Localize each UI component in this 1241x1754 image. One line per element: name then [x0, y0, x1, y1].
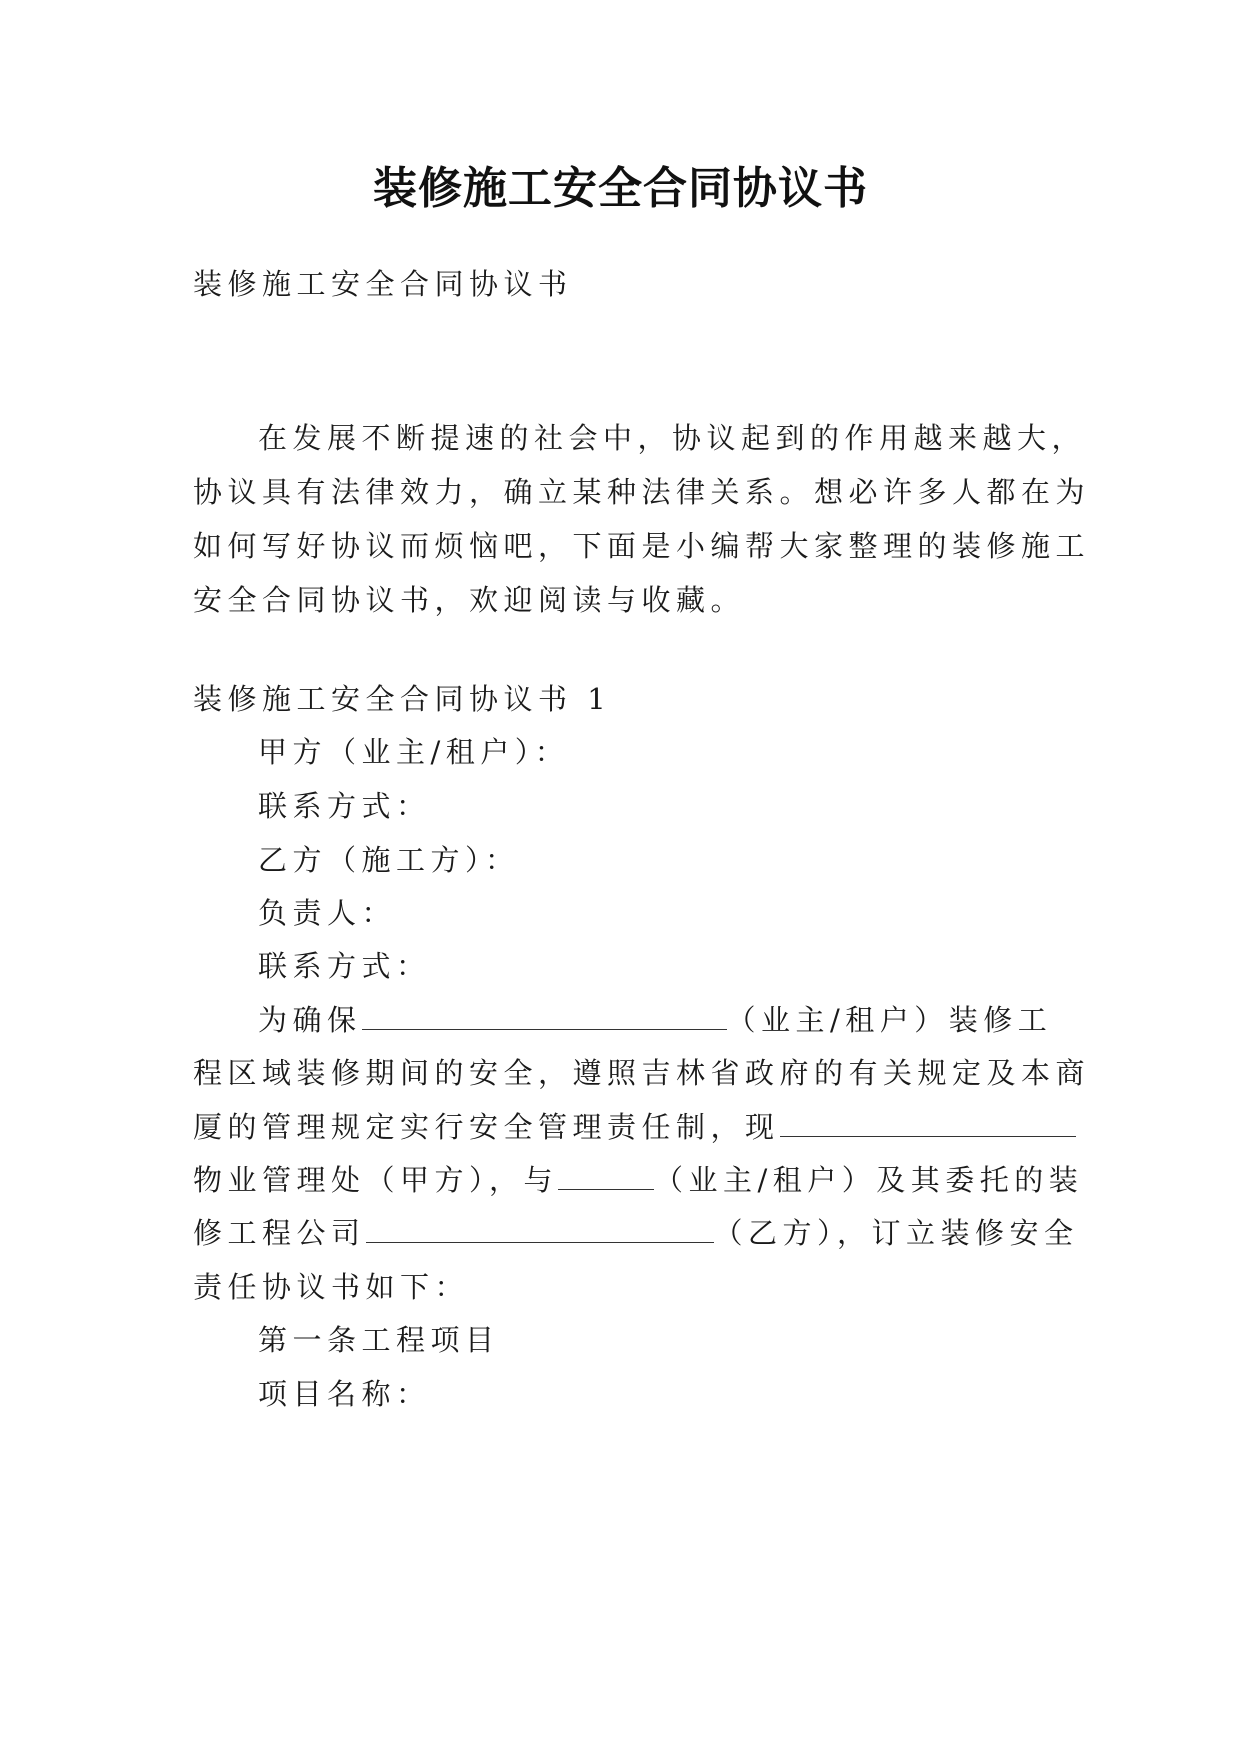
clause-line-3 — [193, 1107, 1076, 1147]
intro-line-3: 如何写好协议而烦恼吧，下面是小编帮大家整理的装修施工 — [193, 529, 1091, 563]
blank-underline — [362, 1001, 727, 1030]
clause-text: 为确保 — [258, 1003, 362, 1037]
clause-text: （业主/租户）装修工 — [726, 1003, 1053, 1037]
field-contact-b: 联系方式： — [258, 949, 431, 983]
clause-line-1 — [258, 1000, 1052, 1040]
blank-underline — [366, 1214, 714, 1243]
intro-line-2: 协议具有法律效力，确立某种法律关系。想必许多人都在为 — [193, 475, 1091, 509]
blank-underline — [558, 1161, 654, 1190]
clause-text: （业主/租户）及其委托的装 — [654, 1163, 1084, 1197]
field-contact-a: 联系方式： — [258, 789, 431, 823]
intro-line-4: 安全合同协议书，欢迎阅读与收藏。 — [193, 583, 746, 617]
clause-text: 修工程公司 — [193, 1216, 366, 1250]
project-name-label: 项目名称： — [258, 1377, 431, 1411]
document-title: 装修施工安全合同协议书 — [373, 163, 868, 214]
clause-line-5 — [193, 1213, 1079, 1253]
field-party-b: 乙方（施工方）： — [258, 843, 520, 877]
blank-underline — [780, 1108, 1076, 1137]
document-subtitle: 装修施工安全合同协议书 — [193, 267, 573, 301]
intro-line-1: 在发展不断提速的社会中，协议起到的作用越来越大， — [258, 421, 1087, 455]
field-party-a: 甲方（业主/租户）： — [258, 735, 570, 769]
field-responsible-person: 负责人： — [258, 896, 397, 930]
clause-text: （乙方），订立装修安全 — [713, 1216, 1079, 1250]
section-heading: 装修施工安全合同协议书 1 — [193, 682, 612, 716]
clause-text: 物业管理处（甲方），与 — [193, 1163, 559, 1197]
clause-line-6: 责任协议书如下： — [193, 1270, 470, 1304]
article-title: 第一条工程项目 — [258, 1323, 500, 1357]
clause-line-2: 程区域装修期间的安全，遵照吉林省政府的有关规定及本商 — [193, 1056, 1091, 1090]
clause-text: 厦的管理规定实行安全管理责任制，现 — [193, 1110, 780, 1144]
clause-line-4 — [193, 1160, 1083, 1200]
